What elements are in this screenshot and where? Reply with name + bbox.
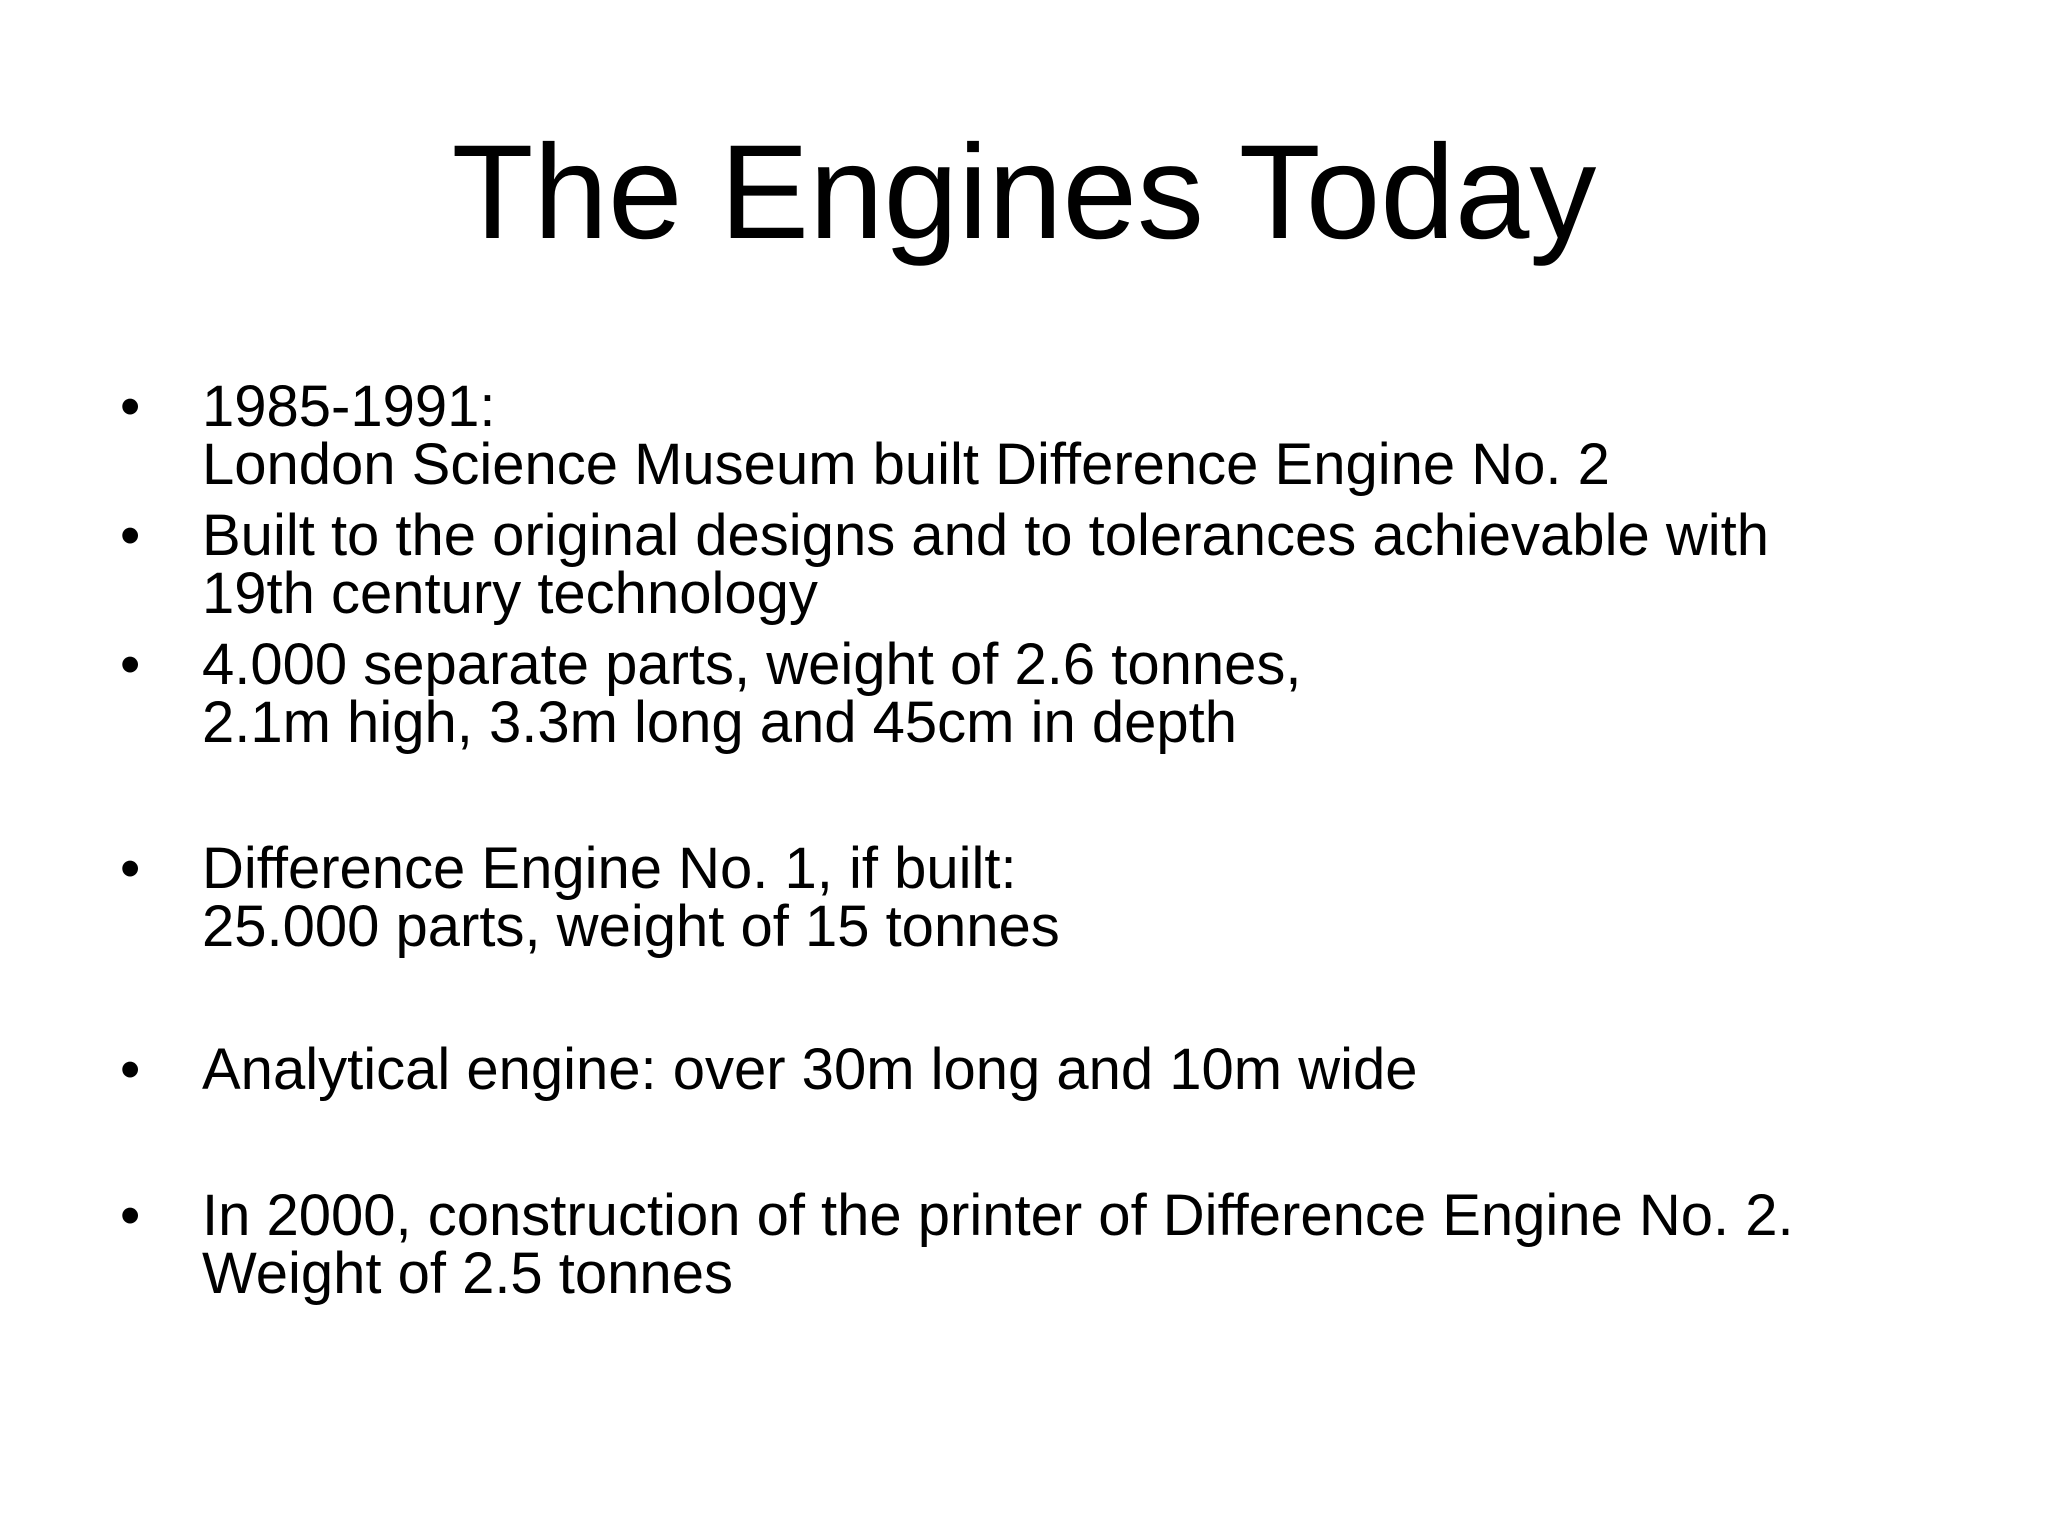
bullet-text (202, 1183, 2002, 1306)
bullet-line: In 2000, construction of the printer of Difference Engine No. 2. (202, 1183, 1794, 1248)
bullet-marker: • (120, 503, 141, 568)
bullet-line: Built to the original designs and to tolerances achievable with (202, 503, 1769, 568)
bullet-marker: • (120, 632, 141, 697)
bullet-text (202, 1037, 2002, 1102)
bullet-line: Weight of 2.5 tonnes (202, 1241, 733, 1306)
bullet-marker: • (120, 836, 141, 901)
bullet-line: Analytical engine: over 30m long and 10m wide (202, 1037, 1418, 1102)
bullet-line: 19th century technology (202, 561, 818, 626)
bullet-text (202, 632, 2002, 755)
bullet-line: 1985-1991: (202, 374, 496, 439)
bullet-line: London Science Museum built Difference Engine No. 2 (202, 432, 1610, 497)
bullet-line: Difference Engine No. 1, if built: (202, 836, 1017, 901)
bullet-text (202, 836, 2002, 959)
bullet-marker: • (120, 1183, 141, 1248)
bullet-line: 25.000 parts, weight of 15 tonnes (202, 894, 1060, 959)
bullet-line: 2.1m high, 3.3m long and 45cm in depth (202, 690, 1237, 755)
bullet-text (202, 503, 2002, 626)
bullet-text (202, 374, 2002, 497)
bullet-marker: • (120, 1037, 141, 1102)
slide-title: The Engines Today (451, 118, 1597, 267)
bullet-marker: • (120, 374, 141, 439)
bullet-line: 4.000 separate parts, weight of 2.6 tonnes, (202, 632, 1302, 697)
